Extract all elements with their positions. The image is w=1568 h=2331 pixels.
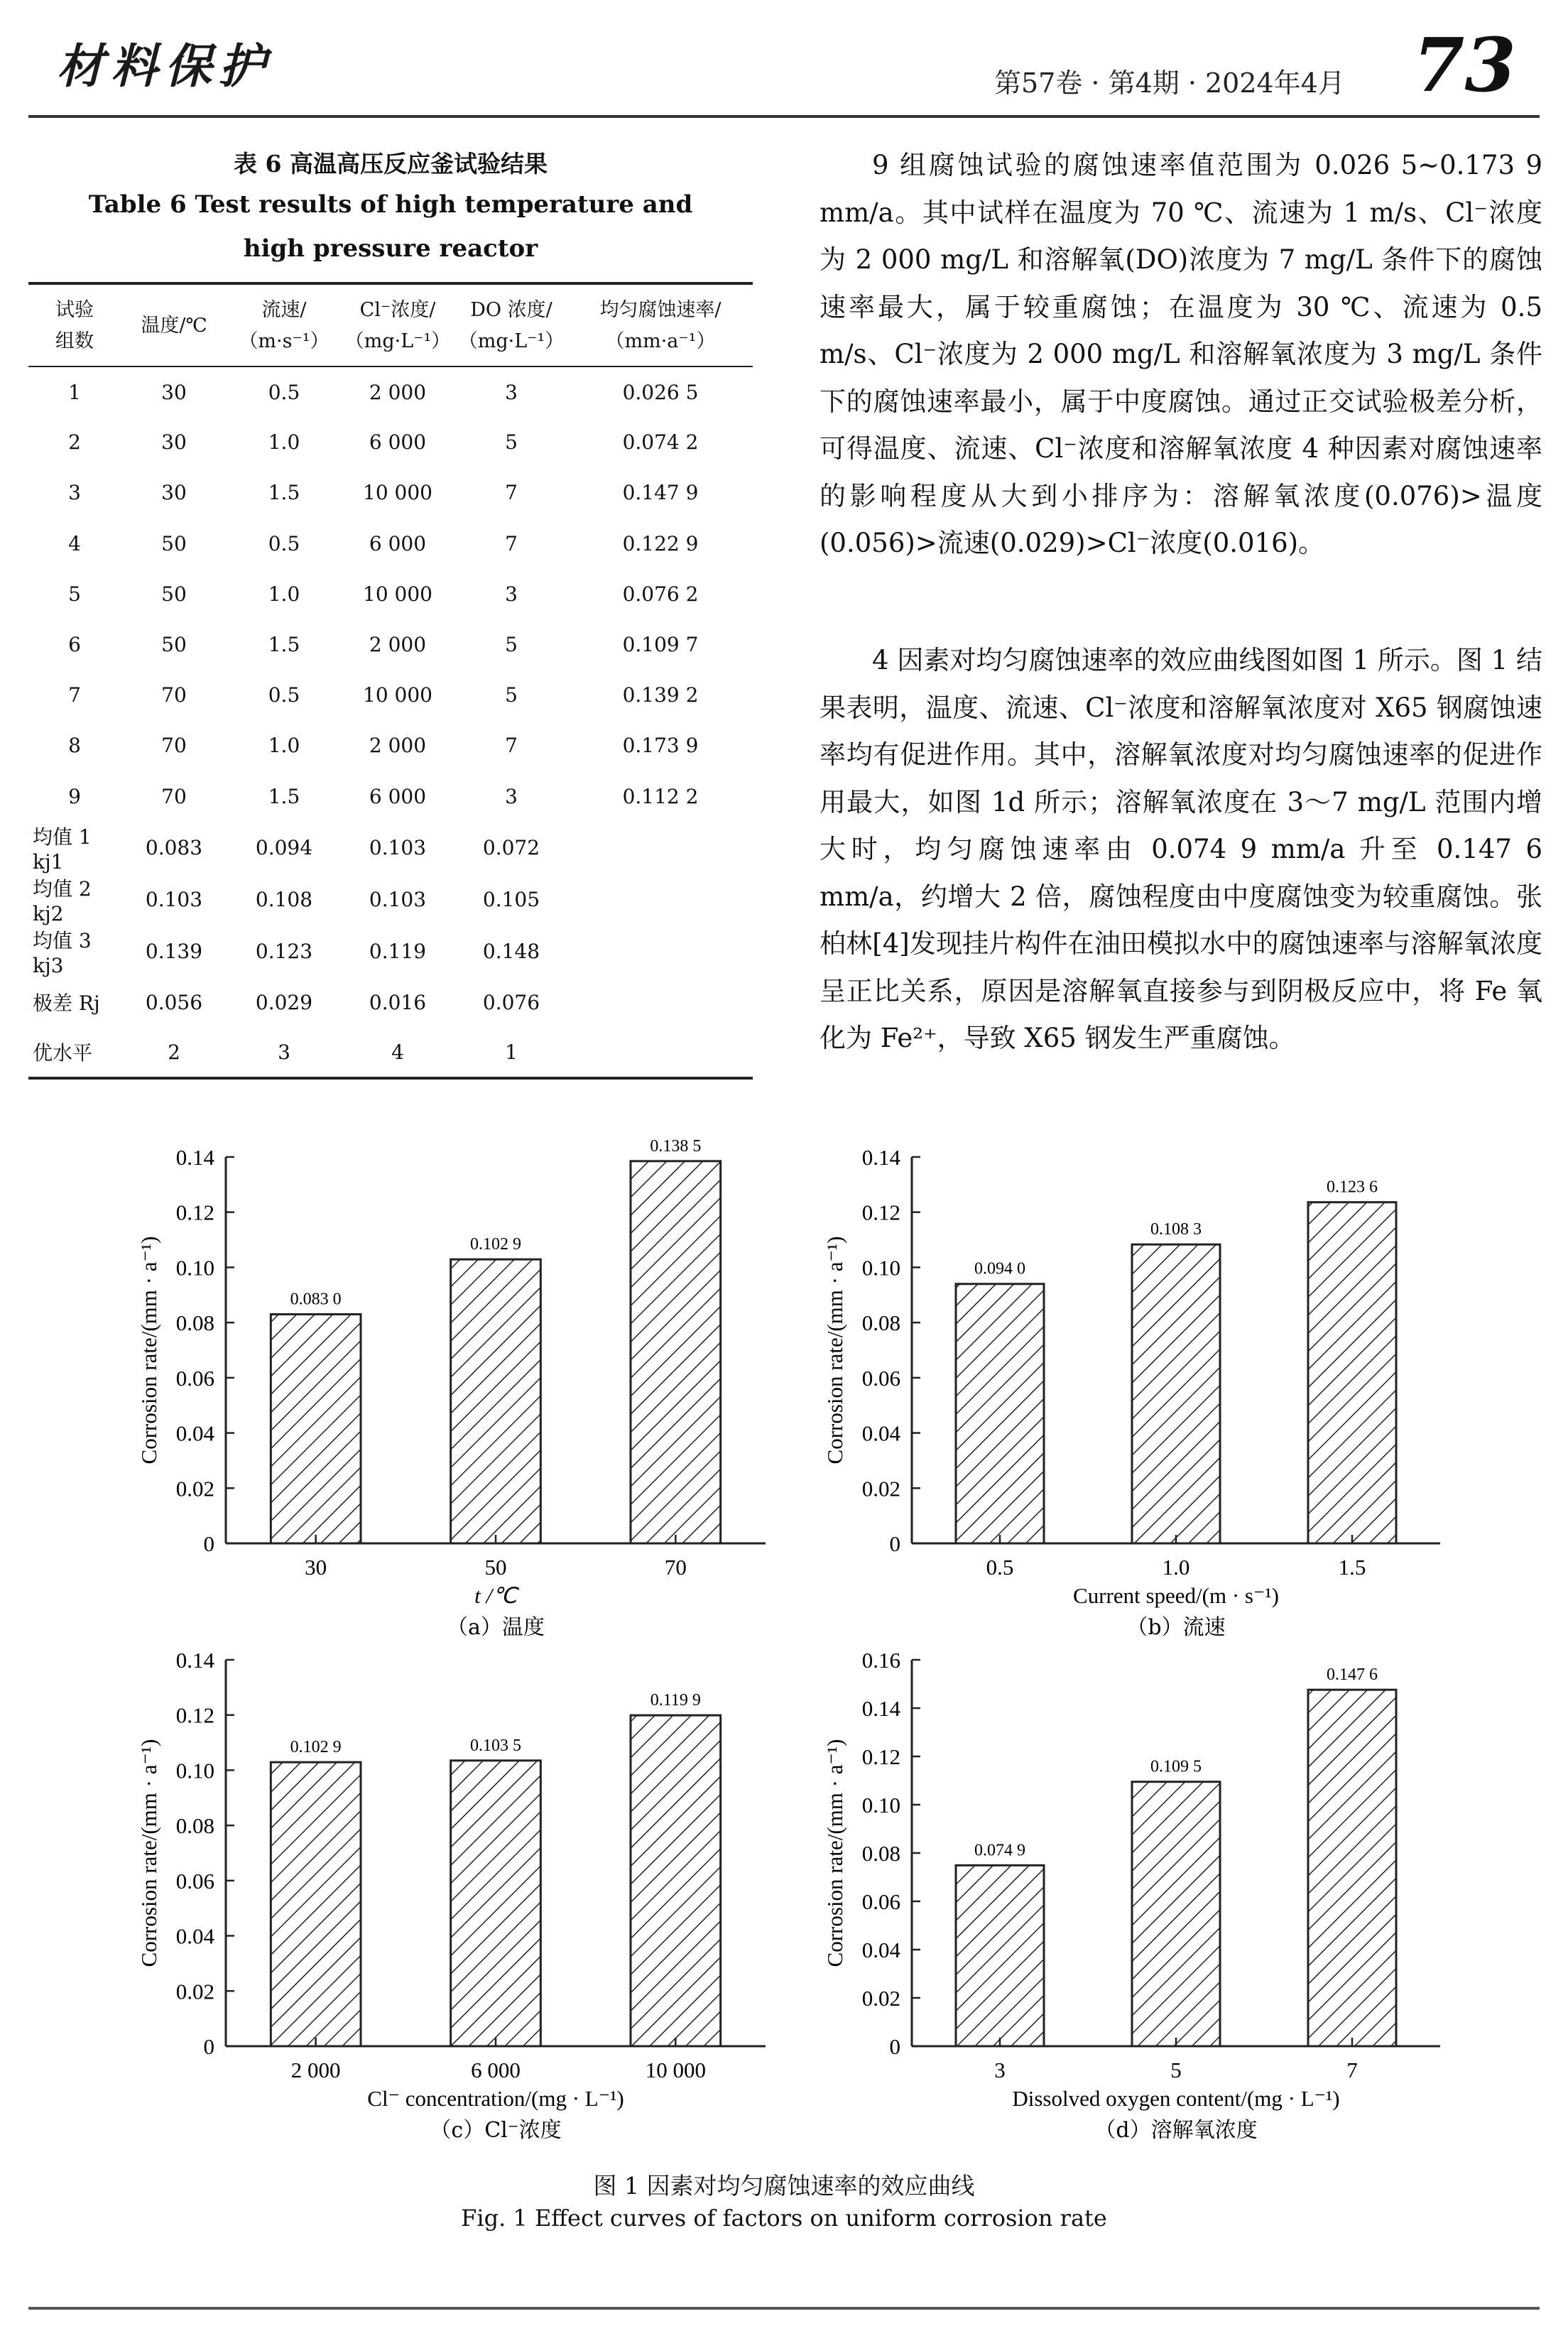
y-tick-label: 0.10 <box>861 1793 900 1817</box>
table-cell: 0.026 5 <box>622 380 699 404</box>
table-cell: 70 <box>161 734 187 758</box>
table-cell: 0.5 <box>268 380 300 404</box>
y-tick-label: 0.10 <box>861 1255 900 1281</box>
table-cell: 0.5 <box>268 683 300 707</box>
table-cell: 2 000 <box>369 633 427 657</box>
header-unit: （m·s⁻¹） <box>239 330 330 352</box>
table-row <box>28 925 753 977</box>
table-header-cell <box>28 283 121 366</box>
y-axis-label: Corrosion rate/(mm · a⁻¹) <box>136 1739 161 1967</box>
table-cell: 3 <box>505 582 518 606</box>
y-tick-label: 0.12 <box>175 1200 214 1225</box>
table-cell: 30 <box>161 380 187 404</box>
table-row <box>28 977 753 1028</box>
table-cell <box>568 822 753 874</box>
x-tick-label: 7 <box>1346 2058 1358 2082</box>
table-cell: 0.056 <box>145 990 203 1014</box>
issue-info: 第57卷 · 第4期 · 2024年4月 <box>994 67 1345 99</box>
table-cell: 0.123 <box>255 939 313 963</box>
table-cell: 5 <box>505 633 518 657</box>
table-cell: 7 <box>68 683 81 707</box>
data-label: 0.147 6 <box>1327 1666 1378 1685</box>
y-tick-label: 0.12 <box>175 1702 214 1728</box>
results-table <box>28 282 753 1080</box>
table-cell: 0.112 2 <box>622 784 699 808</box>
subfigure-caption: （b）流速 <box>1126 1615 1226 1640</box>
table-row <box>28 366 753 417</box>
table-cell: 50 <box>161 582 187 606</box>
y-tick-label: 0 <box>889 2034 900 2059</box>
x-tick-label: 1.5 <box>1338 1555 1366 1580</box>
table-cell: 0.119 <box>369 939 427 963</box>
bar <box>1308 1690 1396 2046</box>
data-label: 0.103 5 <box>470 1736 521 1755</box>
subfigure-caption: （c）Cl⁻浓度 <box>430 2118 562 2143</box>
table-cell: 0.016 <box>369 990 427 1014</box>
data-label: 0.123 6 <box>1327 1178 1378 1197</box>
header-unit: （mg·L⁻¹） <box>344 330 451 352</box>
table-cell: 10 000 <box>363 683 432 707</box>
table-cell: 1 <box>68 380 81 404</box>
x-tick-label: 50 <box>484 1555 507 1580</box>
header-line: DO 浓度/ <box>470 299 552 321</box>
bar <box>451 1761 541 2046</box>
table-cell: 5 <box>505 683 518 707</box>
table-cell: 1.0 <box>268 430 300 455</box>
table-header-cell <box>454 283 568 366</box>
header-line: 温度/℃ <box>141 315 207 337</box>
table-cell: 10 000 <box>363 481 432 505</box>
header-unit: （mm·a⁻¹） <box>605 330 716 352</box>
table-cell: 0.105 <box>482 887 540 911</box>
y-tick-label: 0.12 <box>861 1200 900 1225</box>
y-tick-label: 0.14 <box>175 1648 214 1673</box>
table-cell: 均值 3 kj3 <box>33 928 92 977</box>
x-tick-label: 6 000 <box>471 2058 521 2082</box>
table-cell: 6 000 <box>369 430 427 455</box>
y-tick-label: 0.02 <box>861 1986 900 2011</box>
footer-rule <box>28 2307 1540 2310</box>
x-tick-label: 70 <box>664 1555 687 1580</box>
y-tick-label: 0.02 <box>175 1979 214 2004</box>
table-cell: 2 000 <box>369 380 427 404</box>
table-cell: 0.103 <box>145 887 203 911</box>
x-tick-label: 1.0 <box>1162 1555 1190 1580</box>
table-row <box>28 417 753 467</box>
table-row <box>28 619 753 670</box>
table-cell: 极差 Rj <box>33 991 100 1016</box>
x-tick-label: 10 000 <box>645 2058 706 2082</box>
table-cell: 均值 1 kj1 <box>33 825 92 874</box>
y-tick-label: 0 <box>203 2034 214 2059</box>
table-cell: 0.083 <box>145 835 203 859</box>
y-tick-label: 0.06 <box>861 1889 900 1914</box>
table-cell: 0.109 7 <box>622 633 699 657</box>
table-cell: 0.108 <box>255 887 313 911</box>
table-header-cell <box>121 283 227 366</box>
table-cell: 6 <box>68 633 81 657</box>
y-tick-label: 0.02 <box>861 1476 900 1501</box>
y-tick-label: 0.08 <box>175 1813 214 1839</box>
subfigure-caption: （d）溶解氧浓度 <box>1094 2118 1258 2143</box>
y-tick-label: 0.14 <box>861 1145 900 1170</box>
figure-caption-cn: 图 1 因素对均匀腐蚀速率的效应曲线 <box>593 2172 975 2200</box>
x-tick-label: 30 <box>305 1555 327 1580</box>
table-cell: 2 <box>168 1040 180 1064</box>
table-cell: 0.5 <box>268 531 300 555</box>
table-header-row <box>28 283 753 366</box>
bar <box>271 1314 361 1543</box>
table-cell: 10 000 <box>363 582 432 606</box>
table-cell <box>568 1028 753 1078</box>
y-tick-label: 0.04 <box>175 1923 214 1949</box>
table-row <box>28 670 753 720</box>
figure-caption-en: Fig. 1 Effect curves of factors on uniform corrosion rate <box>461 2205 1107 2232</box>
data-label: 0.102 9 <box>470 1235 521 1254</box>
table-cell: 8 <box>68 734 81 758</box>
table-cell: 0.147 9 <box>622 481 699 505</box>
y-tick-label: 0.16 <box>861 1648 900 1673</box>
y-axis-label: Corrosion rate/(mm · a⁻¹) <box>822 1739 847 1967</box>
table-cell: 0.076 <box>482 990 540 1014</box>
table-cell: 0.072 <box>482 835 540 859</box>
table-cell: 70 <box>161 683 187 707</box>
table-cell: 1.5 <box>268 633 300 657</box>
table-row <box>28 874 753 925</box>
table-cell: 1 <box>505 1040 518 1064</box>
y-tick-label: 0.10 <box>175 1758 214 1783</box>
table-cell: 4 <box>391 1040 404 1064</box>
journal-logo: 材料保护 <box>57 38 273 94</box>
y-tick-label: 0.04 <box>861 1420 900 1446</box>
table-cell: 4 <box>68 531 81 555</box>
data-label: 0.138 5 <box>650 1136 702 1156</box>
table-cell: 7 <box>505 734 518 758</box>
table-cell: 1.5 <box>268 784 300 808</box>
table-cell: 0.103 <box>369 887 427 911</box>
figure-charts <box>0 1122 1568 2166</box>
x-axis-label: Cl⁻ concentration/(mg · L⁻¹) <box>367 2086 624 2111</box>
data-label: 0.074 9 <box>974 1841 1025 1860</box>
y-tick-label: 0.06 <box>861 1365 900 1391</box>
x-tick-label: 3 <box>994 2058 1006 2082</box>
table-header-cell <box>341 283 454 366</box>
table-row <box>28 822 753 874</box>
table-title-en-line2: high pressure reactor <box>243 234 538 263</box>
table-title-en: Table 6 Test results of high temperature and <box>88 190 693 219</box>
bar <box>1308 1202 1396 1543</box>
table-cell: 0.094 <box>255 835 313 859</box>
table-cell: 0.139 <box>145 939 203 963</box>
table-cell: 6 000 <box>369 784 427 808</box>
header-line: 流速/ <box>261 299 307 321</box>
x-axis-label: Current speed/(m · s⁻¹) <box>1073 1583 1279 1608</box>
y-tick-label: 0.08 <box>861 1310 900 1336</box>
table-row <box>28 1028 753 1078</box>
data-label: 0.119 9 <box>650 1691 701 1710</box>
table-cell: 0.122 9 <box>622 531 699 555</box>
y-tick-label: 0.04 <box>175 1420 214 1446</box>
y-tick-label: 0 <box>889 1531 900 1556</box>
data-label: 0.109 5 <box>1150 1757 1202 1776</box>
table-cell: 0.173 9 <box>622 734 699 758</box>
bar <box>451 1259 541 1543</box>
bar <box>271 1762 361 2046</box>
bar <box>1132 1244 1220 1543</box>
table-cell: 5 <box>505 430 518 455</box>
x-axis-label: t /℃ <box>474 1583 517 1608</box>
y-tick-label: 0.04 <box>861 1938 900 1962</box>
y-tick-label: 0.08 <box>175 1310 214 1336</box>
bar <box>956 1865 1044 2046</box>
page-number: 73 <box>1413 21 1516 109</box>
table-cell: 1.0 <box>268 734 300 758</box>
table-cell: 2 000 <box>369 734 427 758</box>
y-tick-label: 0.14 <box>861 1696 900 1721</box>
x-tick-label: 5 <box>1170 2058 1182 2082</box>
x-tick-label: 0.5 <box>986 1555 1014 1580</box>
table-cell: 0.103 <box>369 835 427 859</box>
table-cell: 3 <box>505 380 518 404</box>
y-tick-label: 0 <box>203 1531 214 1556</box>
table-row <box>28 467 753 518</box>
table-cell: 3 <box>68 481 81 505</box>
y-axis-label: Corrosion rate/(mm · a⁻¹) <box>136 1236 161 1465</box>
header-unit: （mg·L⁻¹） <box>458 330 565 352</box>
table-cell: 0.076 2 <box>622 582 699 606</box>
data-label: 0.094 0 <box>974 1259 1025 1278</box>
table-cell: 7 <box>505 531 518 555</box>
data-label: 0.108 3 <box>1150 1220 1202 1239</box>
table-cell: 0.139 2 <box>622 683 699 707</box>
y-tick-label: 0.06 <box>175 1365 214 1391</box>
x-axis-label: Dissolved oxygen content/(mg · L⁻¹) <box>1012 2086 1340 2111</box>
table-cell: 0.074 2 <box>622 430 699 455</box>
table-cell <box>568 977 753 1028</box>
table-row <box>28 569 753 619</box>
y-tick-label: 0.12 <box>861 1744 900 1769</box>
y-tick-label: 0.06 <box>175 1868 214 1893</box>
data-label: 0.083 0 <box>290 1290 342 1309</box>
table-cell: 50 <box>161 633 187 657</box>
table-cell: 9 <box>68 784 81 808</box>
table-cell: 6 000 <box>369 531 427 555</box>
table-cell: 1.0 <box>268 582 300 606</box>
header-line: 均匀腐蚀速率/ <box>599 299 722 321</box>
body-paragraph: 9 组腐蚀试验的腐蚀速率值范围为 0.026 5~0.173 9 mm/a。其中试样在温度为 70 ℃、流速为 1 m/s、Cl⁻浓度为 2 000 mg/L 和溶解氧(DO)浓度为 7 mg/L 条件下的腐蚀速率最大，属于较重腐蚀；在温度为 30 ℃、流速为 0.5 m/s、Cl⁻浓度为 2 000 mg/L 和溶解氧浓度为 3 mg/L 条件下的腐蚀速率最小，属于中度腐蚀。通过正交试验极差分析，可得温度、流速、Cl⁻浓度和溶解氧浓度 4 种因素对腐蚀速率的影响程度从大到小排序为：溶解氧浓度(0.076)>温度(0.056)>流速(0.029)>Cl⁻浓度(0.016)。 <box>820 150 1542 558</box>
bar <box>631 1161 721 1543</box>
subfigure-caption: （a）温度 <box>447 1615 545 1640</box>
table-header-cell <box>227 283 341 366</box>
x-tick-label: 2 000 <box>290 2058 341 2082</box>
y-tick-label: 0.10 <box>175 1255 214 1281</box>
bar <box>956 1284 1044 1543</box>
table-row <box>28 518 753 569</box>
table-cell: 30 <box>161 481 187 505</box>
table-row <box>28 771 753 822</box>
bar <box>1132 1782 1220 2046</box>
table-cell: 5 <box>68 582 81 606</box>
header-unit: 组数 <box>55 330 94 352</box>
data-label: 0.102 9 <box>290 1738 342 1757</box>
table-cell <box>568 874 753 925</box>
header-rule <box>28 115 1540 118</box>
table-cell: 3 <box>505 784 518 808</box>
table-cell: 70 <box>161 784 187 808</box>
table-cell: 2 <box>68 430 81 455</box>
header-line: Cl⁻浓度/ <box>359 299 436 321</box>
body-paragraph: 4 因素对均匀腐蚀速率的效应曲线图如图 1 所示。图 1 结果表明，温度、流速、Cl⁻浓度和溶解氧浓度对 X65 钢腐蚀速率均有促进作用。其中，溶解氧浓度对均匀腐蚀速率的促进作用最大，如图 1d 所示；溶解氧浓度在 3～7 mg/L 范围内增大时，均匀腐蚀速率由 0.074 9 mm/a 升至 0.147 6 mm/a，约增大 2 倍，腐蚀程度由中度腐蚀变为较重腐蚀。张柏林[4]发现挂片构件在油田模拟水中的腐蚀速率与溶解氧浓度呈正比关系，原因是溶解氧直接参与到阴极反应中，将 Fe 氧化为 Fe²⁺，导致 X65 钢发生严重腐蚀。 <box>820 645 1542 1053</box>
table-cell: 30 <box>161 430 187 455</box>
table-cell: 均值 2 kj2 <box>33 876 92 925</box>
table-body <box>28 366 753 1078</box>
bar <box>631 1715 721 2046</box>
table-cell: 0.148 <box>482 939 540 963</box>
y-tick-label: 0.02 <box>175 1476 214 1501</box>
table-cell <box>568 925 753 977</box>
y-axis-label: Corrosion rate/(mm · a⁻¹) <box>822 1236 847 1465</box>
table-cell: 7 <box>505 481 518 505</box>
table-cell: 1.5 <box>268 481 300 505</box>
table-cell: 优水平 <box>33 1041 93 1065</box>
header-line: 试验 <box>55 299 94 321</box>
table-title-cn: 表 6 高温高压反应釜试验结果 <box>234 150 548 178</box>
table-cell: 50 <box>161 531 187 555</box>
table-cell: 0.029 <box>255 990 313 1014</box>
y-tick-label: 0.08 <box>861 1841 900 1866</box>
y-tick-label: 0.14 <box>175 1145 214 1170</box>
table-cell: 3 <box>278 1040 290 1064</box>
table-row <box>28 720 753 771</box>
table-header-cell <box>568 283 753 366</box>
